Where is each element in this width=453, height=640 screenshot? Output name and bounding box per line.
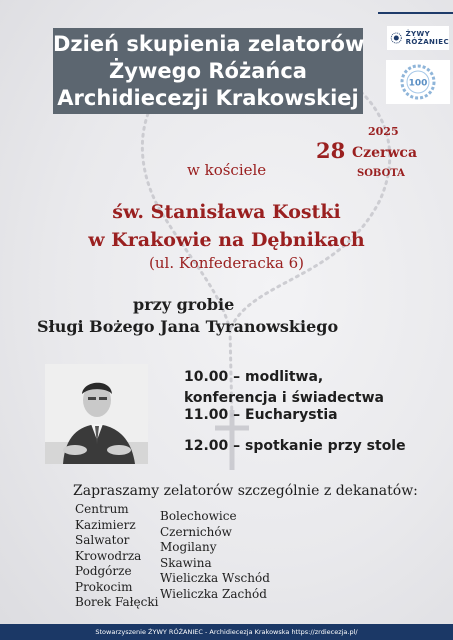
schedule-1-line-1: 10.00 – modlitwa,: [184, 369, 324, 385]
schedule-item: [184, 405, 338, 426]
zywy-rozaniec-logo: [387, 26, 449, 50]
schedule-2-line-1: 11.00 – Eucharystia: [184, 407, 338, 423]
footer-bar: [0, 624, 453, 640]
church-line-1: św. Stanisława Kostki: [112, 201, 341, 223]
servant-of-god-name: Sługi Bożego Jana Tyranowskiego: [37, 317, 339, 336]
anniversary-number: 100: [408, 78, 428, 89]
location-intro: w kościele: [187, 161, 267, 179]
deanery-item: Mogilany: [160, 540, 217, 554]
deanery-item: Podgórze: [75, 564, 132, 578]
deanery-item: Bolechowice: [160, 509, 237, 523]
schedule-1-line-2: konferencja i świadectwa: [184, 390, 384, 406]
event-year: 2025: [368, 125, 399, 138]
logo-text-2: RÓŻANIEC: [405, 38, 449, 46]
anniversary-wreath-icon: [398, 62, 438, 102]
schedule-item: [184, 367, 384, 409]
deanery-item: Wieliczka Wschód: [160, 571, 270, 585]
deanery-list-1: [75, 502, 158, 611]
title-banner: [53, 28, 363, 114]
deanery-item: Skawina: [160, 555, 212, 570]
portrait-photo: [45, 364, 148, 464]
deanery-item: Wieliczka Zachód: [160, 586, 267, 601]
top-accent-line: [378, 12, 453, 14]
deanery-list-2: [160, 509, 270, 602]
deanery-item: Salwator: [75, 533, 130, 547]
anniversary-logo: [386, 60, 450, 104]
rosary-emblem-icon: [390, 29, 403, 47]
church-name: [0, 198, 453, 254]
event-day: 28: [316, 138, 346, 163]
grave-intro: przy grobie: [133, 295, 235, 314]
title-line-2: Żywego Różańca: [109, 59, 307, 83]
event-weekday: SOBOTA: [357, 168, 405, 179]
invitation-text: Zapraszamy zelatorów szczególnie z dekanatów:: [73, 483, 418, 499]
deanery-item: Kazimierz: [75, 517, 136, 532]
deanery-item: Krowodrza: [75, 548, 142, 563]
footer-text: Stowarzyszenie ŻYWY RÓŻANIEC - Archidiecezja Krakowska https://zrdiecezja.pl/: [95, 628, 358, 636]
church-line-2: w Krakowie na Dębnikach: [88, 229, 365, 251]
title-line-3: Archidiecezji Krakowskiej: [57, 86, 359, 110]
logo-text-1: ŻYWY: [405, 30, 431, 38]
event-month: Czerwca: [352, 145, 418, 161]
deanery-item: Centrum: [75, 502, 129, 516]
church-address: (ul. Konfederacka 6): [149, 254, 304, 272]
deanery-item: Czernichów: [160, 524, 232, 539]
schedule-item: [184, 436, 406, 457]
deanery-item: Prokocim: [75, 579, 133, 594]
title-line-1: Dzień skupienia zelatorów: [53, 32, 365, 56]
schedule-3-line-1: 12.00 – spotkanie przy stole: [184, 438, 406, 454]
deanery-item: Borek Fałęcki: [75, 595, 159, 609]
